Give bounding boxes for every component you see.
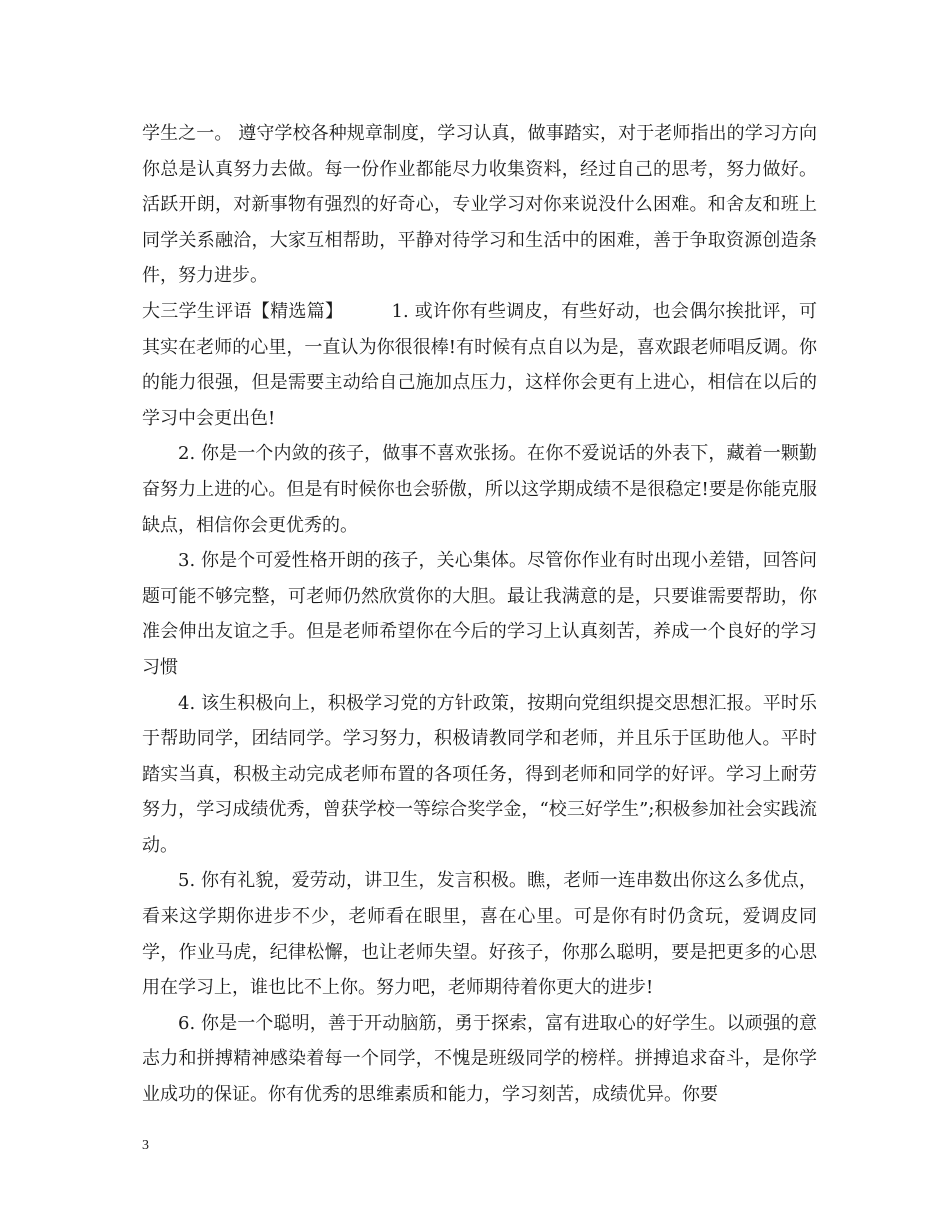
document-body (142, 116, 817, 1113)
section-heading-paragraph (142, 294, 817, 436)
comment-item-1: 1. 或许你有些调皮，有些好动，也会偶尔挨批评，可其实在老师的心里，一直认为你很很棒!有时候有点自以为是，喜欢跟老师唱反调。你的能力很强，但是需要主动给自己施加点压力，这样你会更有上进心，相信在以后的学习中会更出色! (142, 300, 818, 429)
comment-item-2: 2. 你是一个内敛的孩子，做事不喜欢张扬。在你不爱说话的外表下，藏着一颗勤奋努力上进的心。但是有时候你也会骄傲，所以这学期成绩不是很稳定!要是你能克服缺点，相信你会更优秀的。 (142, 443, 817, 536)
heading-gap (343, 301, 391, 322)
section-heading: 大三学生评语【精选篇】 (142, 300, 344, 322)
comment-item-3: 3. 你是个可爱性格开朗的孩子，关心集体。尽管你作业有时出现小差错，回答问题可能不够完整，可老师仍然欣赏你的大胆。最让我满意的是，只要谁需要帮助，你准会伸出友谊之手。但是老师希望你在今后的学习上认真刻苦，养成一个良好的学习习惯 (142, 550, 817, 678)
comment-item-4: 4. 该生积极向上，积极学习党的方针政策，按期向党组织提交思想汇报。平时乐于帮助同学，团结同学。学习努力，积极请教同学和老师，并且乐于匡助他人。平时踏实当真，积极主动完成老师布置的各项任务，得到老师和同学的好评。学习上耐劳努力，学习成绩优秀，曾获学校一等综合奖学金，“校三好学生”;积极参加社会实践流动。 (142, 692, 817, 856)
intro-paragraph: 学生之一。 遵守学校各种规章制度，学习认真，做事踏实，对于老师指出的学习方向你总是认真努力去做。每一份作业都能尽力收集资料，经过自己的思考，努力做好。 活跃开朗，对新事物有强烈的好奇心，专业学习对你来说没什么困难。和舍友和班上同学关系融洽，大家互相帮助，平静对待学习和生活中的困难，善于争取资源创造条件，努力进步。 (142, 123, 817, 287)
comment-item-6: 6. 你是一个聪明，善于开动脑筋，勇于探索，富有进取心的好学生。以顽强的意志力和拼搏精神感染着每一个同学，不愧是班级同学的榜样。拼搏追求奋斗，是你学业成功的保证。你有优秀的思维素质和能力，学习刻苦，成绩优异。你要 (142, 1012, 817, 1106)
page-number: 3 (142, 1138, 149, 1153)
comment-item-5: 5. 你有礼貌，爱劳动，讲卫生，发言积极。瞧，老师一连串数出你这么多优点，看来这学期你进步不少，老师看在眼里，喜在心里。可是你有时仍贪玩，爱调皮同学，作业马虎，纪律松懈，也让老师失望。好孩子，你那么聪明，要是把更多的心思用在学习上，谁也比不上你。努力吧，老师期待着你更大的进步! (142, 870, 817, 999)
